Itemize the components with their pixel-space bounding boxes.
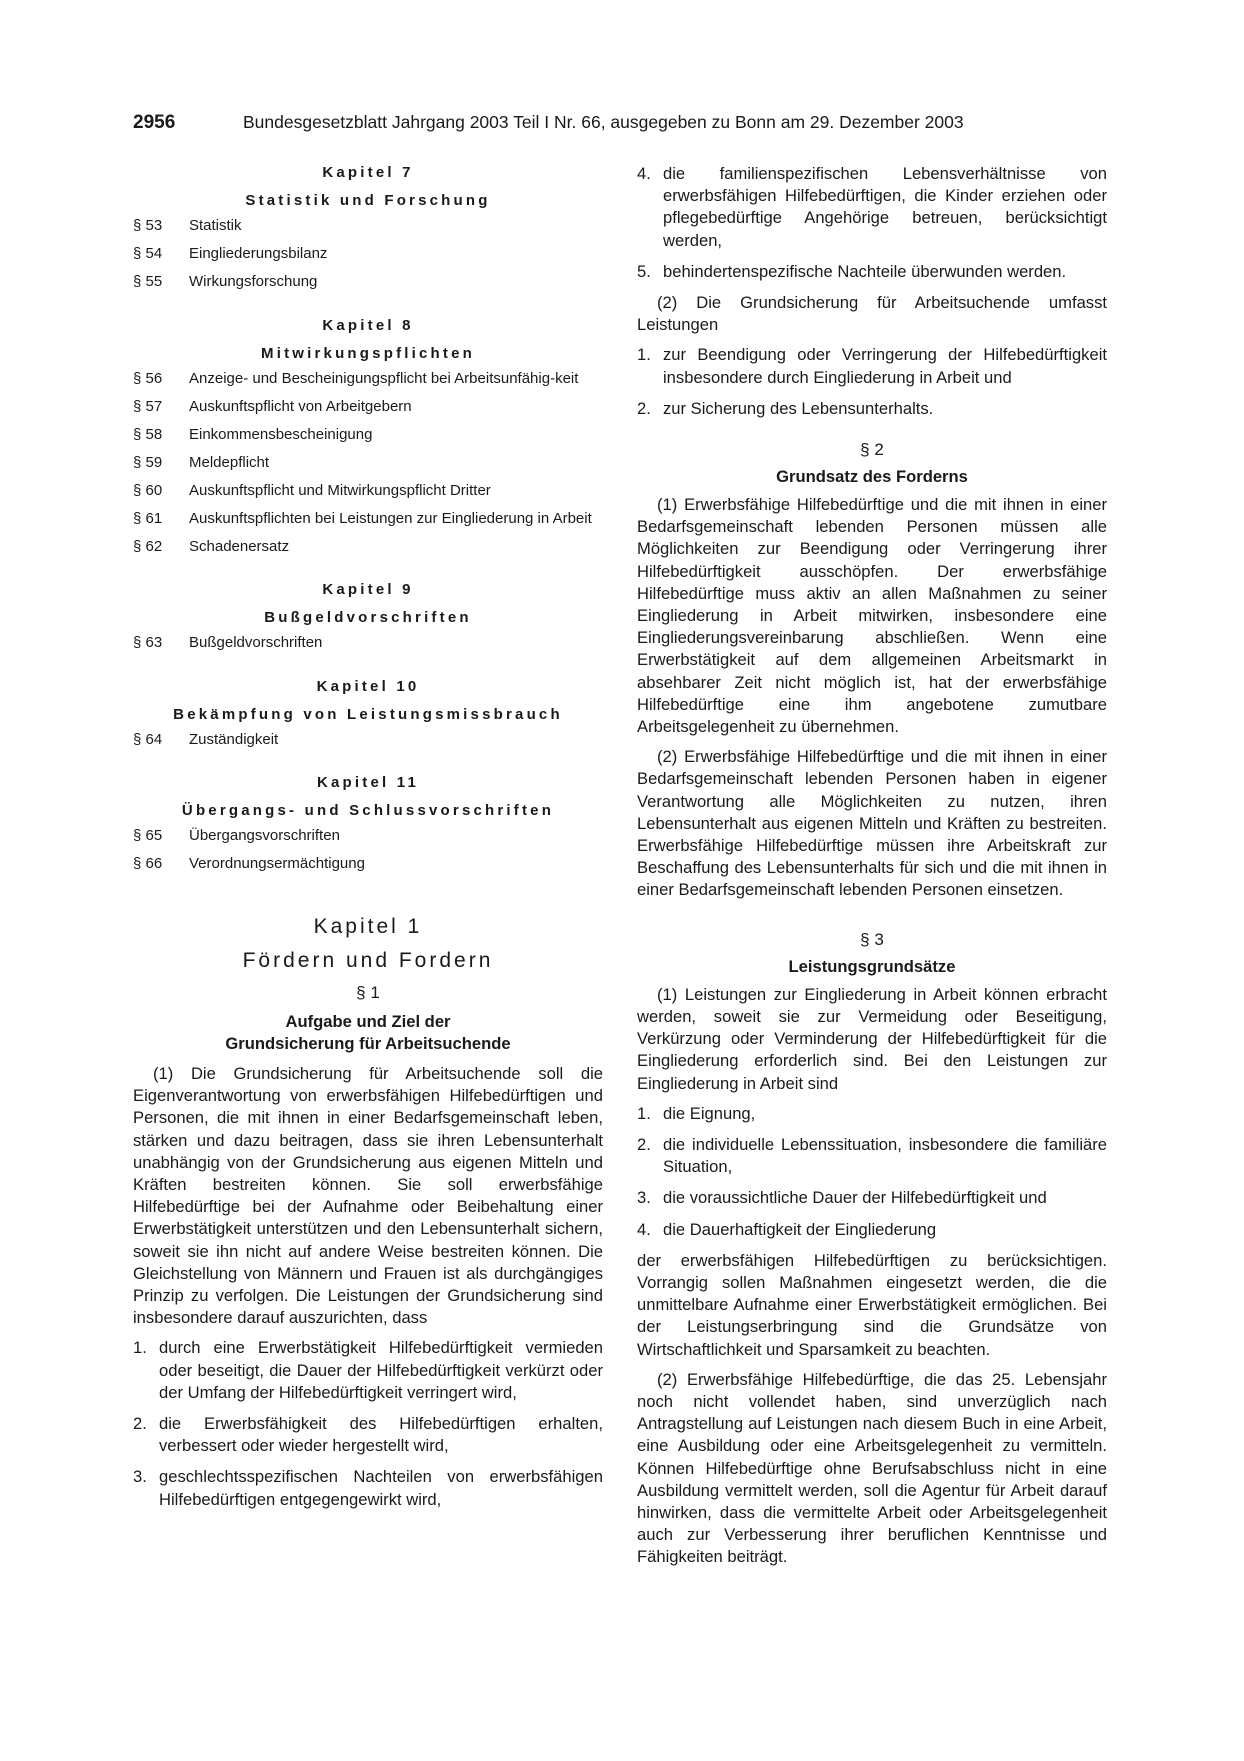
list-number: 1. <box>637 1103 651 1123</box>
chapter-number: Kapitel 1 <box>313 915 423 938</box>
toc-section-number: § 64 <box>133 730 163 748</box>
toc-section-title: Bußgeldvorschriften <box>189 634 323 651</box>
toc-entry <box>133 245 603 264</box>
list-number: 3. <box>637 1188 651 1208</box>
toc-section-title: Auskunftspflichten bei Leistungen zur Eingliederung in Arbeit <box>189 509 592 527</box>
list-item <box>637 1103 1107 1125</box>
list-text: durch eine Erwerbstätigkeit Hilfebedürftigkeit vermieden oder beseitigt, die Dauer der Hilfebedürftigkeit verkürzt oder der Umfang der Hilfebedürftigkeit verringert wird, <box>159 1338 603 1402</box>
toc-section-number: § 60 <box>133 481 163 499</box>
toc-entry <box>133 370 603 389</box>
toc-section-title: Übergangsvorschriften <box>189 827 340 844</box>
toc-section-number: § 55 <box>133 273 163 290</box>
page-number: 2956 <box>133 112 176 133</box>
list-number: 1. <box>637 345 651 365</box>
toc-entry <box>133 731 603 750</box>
toc-chapter-9 <box>133 580 603 653</box>
right-column <box>637 163 1107 1577</box>
toc-section-number: § 58 <box>133 425 163 443</box>
list-number: 4. <box>637 164 651 183</box>
toc-chapter-number: Kapitel 9 <box>322 581 414 598</box>
toc-chapter-7 <box>133 163 603 292</box>
list-item <box>133 1466 603 1510</box>
list-number: 4. <box>637 1219 651 1239</box>
paragraph: (1) Erwerbsfähige Hilfebedürftige und die mit ihnen in einer Bedarfsgemeinschaft lebenden Personen müssen alle Möglichkeiten zur Beendigung oder Verringerung ihrer Hilfebedürftigkeit ausschöpfen. Der erwerbsfähige Hilfebedürftige muss aktiv an allen Maßnahmen zu seiner Eingliederung in Arbeit mitwirken, insbesondere eine Eingliederungsvereinbarung abschließen. Wenn eine Erwerbstätigkeit auf dem allgemeinen Arbeitsmarkt in absehbarer Zeit nicht möglich ist, hat der erwerbsfähige Hilfebedürftige eine ihm angebotene zumutbare Arbeitsgelegenheit zu übernehmen. <box>637 495 1107 737</box>
toc-entry <box>133 634 603 653</box>
toc-entry <box>133 398 603 417</box>
toc-entry <box>133 426 603 445</box>
toc-section-number: § 66 <box>133 855 163 872</box>
section-title: Aufgabe und Ziel der <box>285 1012 451 1031</box>
toc-chapter-number: Kapitel 11 <box>316 774 420 791</box>
list-text: die voraussichtliche Dauer der Hilfebedürftigkeit und <box>663 1188 1047 1208</box>
toc-section-title: Zuständigkeit <box>189 730 279 748</box>
toc-entry <box>133 454 603 473</box>
paragraph: (1) Leistungen zur Eingliederung in Arbeit können erbracht werden, soweit sie zur Vermeidung oder Beseitigung, Verkürzung oder Verminderung der Hilfebedürftigkeit für die Eingliederung erforderlich sind. Bei den Leistungen zur Eingliederung in Arbeit sind <box>637 984 1107 1093</box>
section-sign: § 2 <box>860 440 884 460</box>
list-number: 1. <box>133 1338 147 1358</box>
toc-chapter-title: Bekämpfung von Leistungsmissbrauch <box>173 705 563 723</box>
paragraph: (2) Erwerbsfähige Hilfebedürftige, die das 25. Lebensjahr noch nicht vollendet haben, sind unverzüglich nach Antragstellung auf Leistungen nach diesem Buch in eine Arbeit, eine Ausbildung oder eine Arbeitsgelegenheit zu vermitteln. Können Hilfebedürftige ohne Berufsabschluss nicht in eine Ausbildung vermittelt werden, soll die Agentur für Arbeit darauf hinwirken, dass die vermittelte Arbeit oder Arbeitsgelegenheit auch zur Verbesserung ihrer beruflichen Kenntnisse und Fähigkeiten beiträgt. <box>637 1369 1107 1567</box>
toc-section-title: Schadenersatz <box>189 537 290 555</box>
section-title: Grundsatz des Forderns <box>776 467 968 487</box>
toc-chapter-number: Kapitel 8 <box>322 316 414 334</box>
list-number: 2. <box>637 1134 651 1154</box>
section-sign: § 1 <box>356 983 380 1002</box>
toc-chapter-number: Kapitel 10 <box>316 677 420 695</box>
toc-section-title: Statistik <box>189 217 242 234</box>
list-item <box>637 1134 1107 1178</box>
list-item <box>133 1413 603 1457</box>
toc-section-number: § 56 <box>133 369 163 387</box>
toc-entry <box>133 538 603 557</box>
left-column <box>133 163 603 1520</box>
section-title: Leistungsgrundsätze <box>788 956 956 976</box>
toc-chapter-title: Mitwirkungspflichten <box>261 344 475 362</box>
toc-section-title: Eingliederungsbilanz <box>189 245 328 262</box>
toc-entry <box>133 273 603 292</box>
toc-chapter-title: Übergangs- und Schlussvorschriften <box>181 802 555 819</box>
list-number: 3. <box>133 1467 147 1487</box>
toc-chapter-title: Statistik und Forschung <box>245 192 491 209</box>
toc-entry <box>133 827 603 846</box>
toc-section-number: § 53 <box>133 217 163 234</box>
section-title: Grundsicherung für Arbeitsuchende <box>225 1034 511 1053</box>
toc-entry <box>133 217 603 236</box>
list-number: 2. <box>133 1414 147 1434</box>
chapter-title: Fördern und Fordern <box>242 949 494 972</box>
list-number: 5. <box>637 261 651 281</box>
list-text: die Dauerhaftigkeit der Eingliederung <box>663 1219 937 1239</box>
list-item <box>637 398 1107 420</box>
toc-section-number: § 57 <box>133 397 163 415</box>
toc-section-number: § 59 <box>133 453 163 471</box>
toc-entry <box>133 482 603 501</box>
paragraph: der erwerbsfähigen Hilfebedürftigen zu berücksichtigen. Vorrangig sollen Maßnahmen eingesetzt werden, die die unmittelbare Aufnahme einer Erwerbstätigkeit ermöglichen. Bei der Leistungserbringung sind die Grundsätze von Wirtschaftlichkeit und Sparsamkeit zu beachten. <box>637 1250 1107 1359</box>
list-text: geschlechtsspezifischen Nachteilen von erwerbsfähigen Hilfebedürftigen entgegengewirkt wird, <box>159 1467 603 1509</box>
toc-section-title: Verordnungsermächtigung <box>189 855 365 872</box>
toc-section-number: § 63 <box>133 634 163 651</box>
list-item <box>637 261 1107 283</box>
list-item <box>637 344 1107 388</box>
toc-chapter-11 <box>133 773 603 874</box>
list-number: 2. <box>637 398 651 418</box>
toc-chapter-10 <box>133 677 603 750</box>
toc-section-title: Auskunftspflicht von Arbeitgebern <box>189 397 412 415</box>
toc-section-number: § 61 <box>133 509 163 527</box>
paragraph: (2) Erwerbsfähige Hilfebedürftige und die mit ihnen in einer Bedarfsgemeinschaft lebenden Personen haben in eigener Verantwortung alle Möglichkeiten zu nutzen, ihren Lebensunterhalt aus eigenen Mitteln und Kräften zu bestreiten. Erwerbsfähige Hilfebedürftige müssen ihre Arbeitskraft zur Beschaffung des Lebensunterhalts für sich und die mit ihnen in einer Bedarfsgemeinschaft lebenden Personen einsetzen. <box>637 747 1107 900</box>
list-text: zur Sicherung des Lebensunterhalts. <box>663 398 934 418</box>
list-text: die individuelle Lebenssituation, insbesondere die familiäre Situation, <box>663 1134 1107 1177</box>
toc-chapter-title: Bußgeldvorschriften <box>264 609 472 626</box>
toc-chapter-8 <box>133 316 603 557</box>
list-text: die familienspezifischen Lebensverhältnisse von erwerbsfähigen Hilfebedürftigen, die Kinder erziehen oder pflegebedürftige Angehörige betreuen, berücksichtigt werden, <box>663 164 1107 250</box>
list-text: behindertenspezifische Nachteile überwunden werden. <box>663 261 1067 281</box>
toc-entry <box>133 510 603 529</box>
toc-section-title: Anzeige- und Bescheinigungspflicht bei Arbeitsunfähig-keit <box>189 369 579 387</box>
list-text: die Erwerbsfähigkeit des Hilfebedürftigen erhalten, verbessert oder wieder hergestellt wird, <box>159 1414 603 1456</box>
section-sign: § 3 <box>860 929 884 949</box>
toc-section-title: Meldepflicht <box>189 453 270 471</box>
running-title: Bundesgesetzblatt Jahrgang 2003 Teil I Nr. 66, ausgegeben zu Bonn am 29. Dezember 2003 <box>243 112 964 132</box>
toc-section-title: Wirkungsforschung <box>189 273 318 290</box>
toc-entry <box>133 855 603 874</box>
list-item <box>133 1337 603 1404</box>
toc-section-title: Auskunftspflicht und Mitwirkungspflicht Dritter <box>189 481 491 499</box>
toc-section-number: § 62 <box>133 537 163 555</box>
list-item <box>637 1219 1107 1241</box>
paragraph: (2) Die Grundsicherung für Arbeitsuchende umfasst Leistungen <box>637 293 1107 335</box>
list-text: die Eignung, <box>663 1103 756 1123</box>
list-text: zur Beendigung oder Verringerung der Hilfebedürftigkeit insbesondere durch Eingliederung in Arbeit und <box>663 345 1107 387</box>
toc-section-title: Einkommensbescheinigung <box>189 425 373 443</box>
toc-section-number: § 54 <box>133 245 163 262</box>
list-item <box>637 163 1107 252</box>
list-item <box>637 1187 1107 1209</box>
toc-chapter-number: Kapitel 7 <box>322 164 414 181</box>
paragraph: (1) Die Grundsicherung für Arbeitsuchende soll die Eigenverantwortung von erwerbsfähigen Hilfebedürftigen und Personen, die mit ihnen in einer Bedarfsgemeinschaft leben, stärken und dazu beitragen, dass sie ihren Lebensunterhalt unabhängig von der Grundsicherung aus eigenen Mitteln und Kräften bestreiten können. Sie soll erwerbsfähige Hilfebedürftige bei der Aufnahme oder Beibehaltung einer Erwerbstätigkeit unterstützen und den Lebensunterhalt sichern, soweit sie ihn nicht auf andere Weise bestreiten können. Die Gleichstellung von Männern und Frauen ist als durchgängiges Prinzip zu verfolgen. Die Leistungen der Grundsicherung sind insbesondere darauf auszurichten, dass <box>133 1064 603 1328</box>
toc-section-number: § 65 <box>133 827 163 844</box>
